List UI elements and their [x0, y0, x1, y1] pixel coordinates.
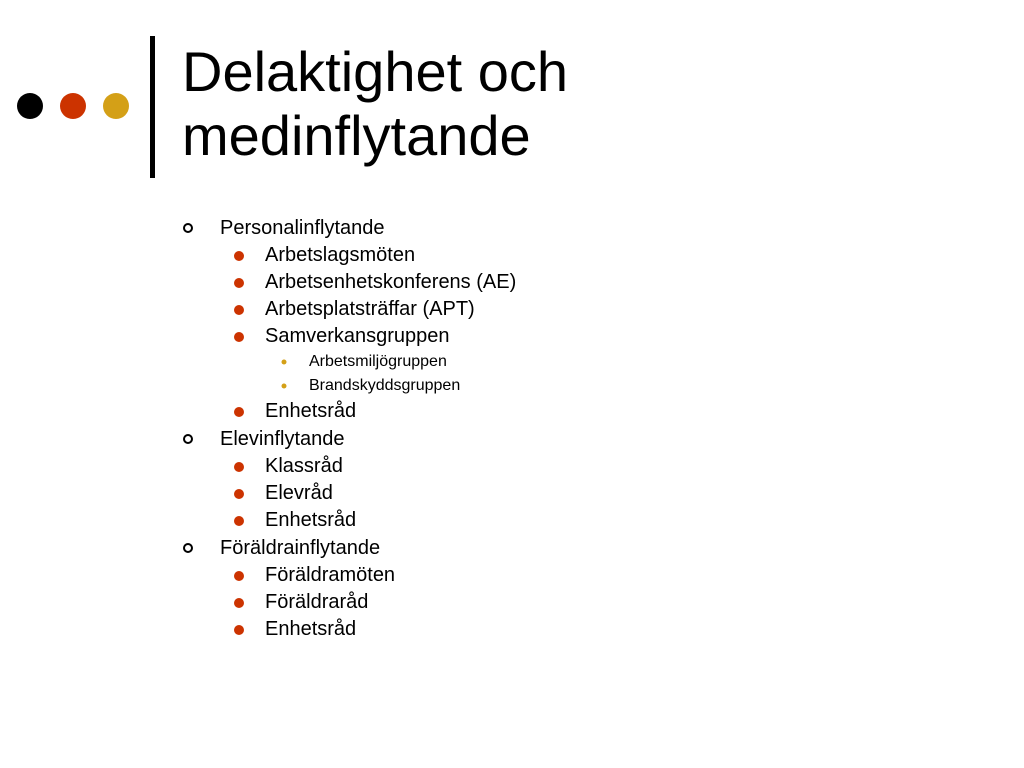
- list-item-text: Brandskyddsgruppen: [309, 377, 461, 394]
- red-dot-bullet-icon: [234, 625, 244, 635]
- list-item-text: Enhetsråd: [265, 509, 357, 531]
- gold-dot-bullet-icon: [282, 384, 287, 389]
- list-item: [180, 589, 980, 616]
- list-item-text: Elevråd: [265, 482, 333, 504]
- list-item: [180, 425, 980, 453]
- list-item-text: Samverkansgruppen: [265, 325, 450, 347]
- slide-title: [182, 40, 982, 168]
- decorative-dot-gold: [103, 93, 129, 119]
- decorative-dot-black: [17, 93, 43, 119]
- list-item: [180, 350, 980, 374]
- list-item-text: Föräldramöten: [265, 564, 396, 586]
- red-dot-bullet-icon: [234, 407, 244, 417]
- list-item: [180, 214, 980, 242]
- bullet-outline: [180, 214, 980, 643]
- list-item: [180, 374, 980, 398]
- list-item: [180, 453, 980, 480]
- red-dot-bullet-icon: [234, 489, 244, 499]
- list-item: [180, 616, 980, 643]
- red-dot-bullet-icon: [234, 251, 244, 261]
- title-divider-line: [150, 36, 155, 178]
- list-item: [180, 296, 980, 323]
- list-item-text: Elevinflytande: [220, 427, 345, 450]
- red-dot-bullet-icon: [234, 278, 244, 288]
- red-dot-bullet-icon: [234, 598, 244, 608]
- red-dot-bullet-icon: [234, 571, 244, 581]
- list-item: [180, 562, 980, 589]
- list-item: [180, 534, 980, 562]
- list-item-text: Klassråd: [265, 455, 343, 477]
- list-item: [180, 480, 980, 507]
- list-item-text: Arbetsenhetskonferens (AE): [265, 271, 517, 293]
- list-item-text: Personalinflytande: [220, 216, 385, 239]
- slide-title-line-1: Delaktighet och: [182, 40, 569, 103]
- list-item: [180, 242, 980, 269]
- list-item-text: Föräldraråd: [265, 591, 369, 613]
- list-item-text: Enhetsråd: [265, 618, 357, 640]
- list-item: [180, 323, 980, 350]
- red-dot-bullet-icon: [234, 516, 244, 526]
- list-item-text: Föräldrainflytande: [220, 536, 381, 559]
- red-dot-bullet-icon: [234, 305, 244, 315]
- slide-title-line-2: medinflytande: [182, 104, 531, 167]
- list-item-text: Arbetslagsmöten: [265, 244, 416, 266]
- red-dot-bullet-icon: [234, 462, 244, 472]
- list-item-text: Arbetsmiljögruppen: [309, 353, 447, 370]
- hollow-circle-bullet-icon: [183, 434, 193, 444]
- red-dot-bullet-icon: [234, 332, 244, 342]
- list-item: [180, 269, 980, 296]
- hollow-circle-bullet-icon: [183, 543, 193, 553]
- list-item: [180, 398, 980, 425]
- list-item-text: Arbetsplatsträffar (APT): [265, 298, 475, 320]
- list-item: [180, 507, 980, 534]
- decorative-dot-red: [60, 93, 86, 119]
- gold-dot-bullet-icon: [282, 360, 287, 365]
- hollow-circle-bullet-icon: [183, 223, 193, 233]
- list-item-text: Enhetsråd: [265, 400, 357, 422]
